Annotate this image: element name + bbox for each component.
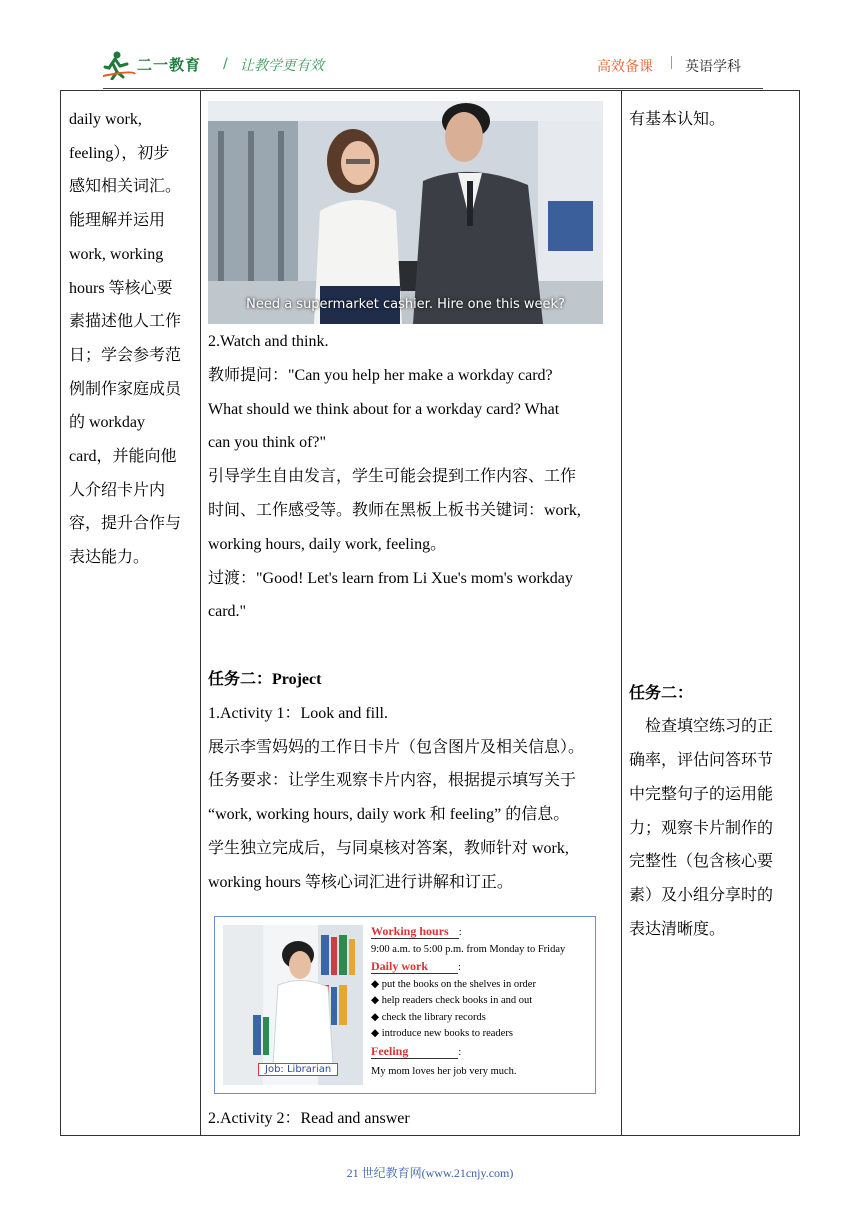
librarian-image bbox=[223, 925, 363, 1085]
footer: 21 世纪教育网(www.21cnjy.com) bbox=[346, 1166, 514, 1180]
objective-line: 素描述他人工作 bbox=[69, 313, 182, 331]
librarian-photo bbox=[223, 925, 363, 1085]
logo-text: 二一教育 bbox=[137, 56, 202, 74]
activity-line: “work, working hours, daily work 和 feeling” 的信息。 bbox=[208, 806, 570, 824]
assessment-line: 素）及小组分享时的 bbox=[629, 886, 774, 904]
activity-line: can you think of?" bbox=[208, 434, 327, 452]
lesson-table bbox=[60, 90, 800, 1136]
task-title: Project bbox=[272, 670, 322, 688]
task-heading bbox=[208, 663, 584, 697]
activity-line: 时间、工作感受等。教师在黑板上板书关键词：work, bbox=[208, 501, 581, 519]
assessment-column bbox=[629, 103, 795, 946]
video-still bbox=[208, 101, 603, 324]
job-tag: Job: Librarian bbox=[258, 1063, 338, 1076]
header-divider bbox=[103, 88, 763, 89]
objective-line: 日；学会参考范 bbox=[69, 346, 182, 364]
objective-line: feeling），初步 bbox=[69, 144, 170, 162]
header-label: 高效备课 bbox=[597, 59, 653, 75]
objective-line: 人介绍卡片内 bbox=[69, 481, 166, 499]
header-slash: / bbox=[223, 56, 228, 72]
video-caption: Need a supermarket cashier. Hire one this week? bbox=[246, 297, 565, 312]
header-separator: | bbox=[670, 54, 674, 70]
activity-line: working hours 等核心词汇进行讲解和订正。 bbox=[208, 873, 513, 891]
objective-line: 感知相关词汇。 bbox=[69, 178, 182, 196]
feeling-value: My mom loves her job very much. bbox=[371, 1066, 517, 1077]
hours-heading: Working hours : bbox=[371, 924, 462, 938]
activity-line: 学生独立完成后，与同桌核对答案，教师针对 work, bbox=[208, 839, 569, 857]
objective-line: hours 等核心要 bbox=[69, 279, 173, 297]
subject-label: 英语学科 bbox=[685, 59, 741, 75]
task-label: 任务二： bbox=[208, 670, 273, 688]
column-divider bbox=[200, 91, 201, 1135]
assessment-line: 表达清晰度。 bbox=[629, 920, 726, 938]
objective-line: work, working bbox=[69, 245, 164, 263]
objective-line: 能理解并运用 bbox=[69, 212, 166, 230]
objectives-column bbox=[69, 103, 193, 575]
activity-line: 教师提问："Can you help her make a workday card? bbox=[208, 366, 553, 384]
hours-value: 9:00 a.m. to 5:00 p.m. from Monday to Friday bbox=[371, 943, 566, 955]
work-heading: Daily work : bbox=[371, 959, 461, 973]
assessment-top: 有基本认知。 bbox=[629, 111, 726, 128]
activity-line: 过渡："Good! Let's learn from Li Xue's mom's workday bbox=[208, 569, 573, 587]
page-header bbox=[103, 48, 763, 90]
objective-line: 表达能力。 bbox=[69, 549, 150, 567]
work-item: ◆ put the books on the shelves in order bbox=[371, 978, 536, 990]
activity-line: 引导学生自由发言，学生可能会提到工作内容、工作 bbox=[208, 468, 577, 486]
activity-line: 任务要求：让学生观察卡片内容，根据提示填写关于 bbox=[208, 772, 577, 790]
assessment-line: 检查填空练习的正 bbox=[629, 718, 774, 736]
objective-line: daily work, bbox=[69, 111, 142, 128]
blank-line bbox=[208, 629, 584, 663]
work-label: Daily work bbox=[371, 959, 458, 974]
work-item: ◆ help readers check books in and out bbox=[371, 995, 533, 1006]
activity-line: 展示李雪妈妈的工作日卡片（包含图片及相关信息）。 bbox=[208, 738, 585, 756]
office-scene-image bbox=[208, 101, 603, 324]
objective-line: card，并能向他 bbox=[69, 448, 177, 466]
objective-line: 容，提升合作与 bbox=[69, 515, 182, 533]
feeling-heading: Feeling : bbox=[371, 1043, 462, 1058]
objective-line: 的 workday bbox=[69, 414, 145, 432]
assessment-line: 中完整句子的运用能 bbox=[629, 785, 774, 803]
slogan: 让教学更有效 bbox=[240, 58, 324, 74]
activity-line: card." bbox=[208, 603, 247, 621]
objective-line: 例制作家庭成员 bbox=[69, 380, 182, 398]
workday-card bbox=[214, 916, 596, 1094]
activity-line: 2.Watch and think. bbox=[208, 333, 329, 350]
activity-line: What should we think about for a workday card? What bbox=[208, 400, 560, 418]
activity-2-line: 2.Activity 2：Read and answer bbox=[208, 1110, 410, 1127]
column-divider bbox=[621, 91, 622, 1135]
assessment-line: 确率，评估问答环节 bbox=[629, 752, 774, 770]
card-text bbox=[371, 923, 593, 1081]
watch-think-block bbox=[208, 325, 584, 900]
hours-label: Working hours bbox=[371, 924, 459, 939]
work-item: ◆ introduce new books to readers bbox=[371, 1028, 513, 1039]
activity-line: 1.Activity 1：Look and fill. bbox=[208, 704, 388, 722]
feeling-label: Feeling bbox=[371, 1044, 458, 1059]
assessment-line: 完整性（包含核心要 bbox=[629, 853, 774, 871]
work-item: ◆ check the library records bbox=[371, 1011, 486, 1023]
activity-line: working hours, daily work, feeling。 bbox=[208, 535, 447, 553]
assessment-line: 力；观察卡片制作的 bbox=[629, 819, 774, 837]
assessment-task-label: 任务二： bbox=[629, 684, 694, 702]
